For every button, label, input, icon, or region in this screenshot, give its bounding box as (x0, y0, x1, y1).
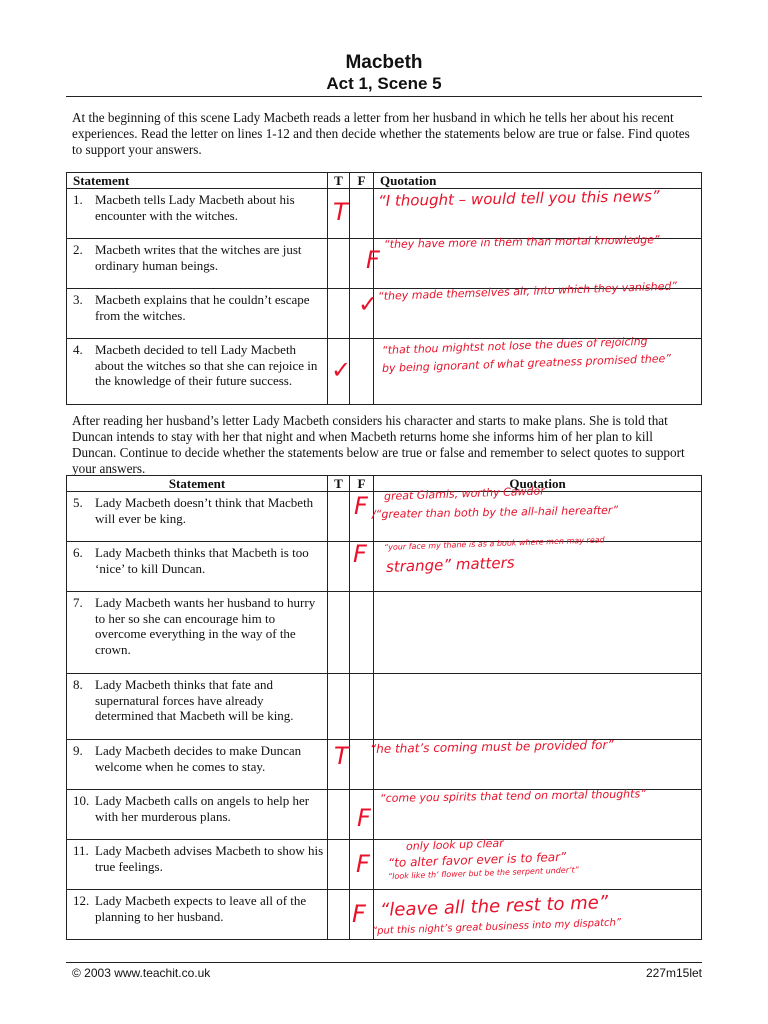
statement-text: Lady Macbeth expects to leave all of the planning to her husband. (95, 893, 307, 924)
true-cell[interactable] (328, 592, 350, 674)
handwritten-quote: great Glamis, worthy Cawdor (383, 484, 545, 503)
header-true: T (328, 476, 350, 492)
statement-number: 2. (73, 242, 83, 257)
handwritten-quote: “I thought – would tell you this news” (377, 187, 660, 210)
statement-number: 9. (73, 743, 83, 758)
handwritten-mark: F (357, 804, 371, 832)
handwritten-quote: “they have more in them than mortal knowledge” (383, 233, 660, 251)
header-true: T (328, 173, 350, 189)
handwritten-quote: “your face my thane is as a book where men may read (383, 535, 605, 552)
true-cell[interactable] (328, 289, 350, 339)
handwritten-quote: “to alter favor ever is to fear” (387, 849, 567, 870)
handwritten-mark: ✓ (358, 290, 379, 318)
table-row (67, 592, 702, 674)
table-row (67, 840, 702, 890)
false-cell[interactable] (350, 592, 374, 674)
quotation-cell[interactable] (374, 674, 702, 740)
handwritten-mark: T (333, 198, 348, 226)
statement-text: Macbeth writes that the witches are just ordinary human beings. (95, 242, 302, 273)
true-cell[interactable] (328, 492, 350, 542)
header-statement: Statement (67, 476, 328, 492)
footer-rule (66, 962, 702, 963)
page-title: Macbeth (345, 52, 423, 73)
handwritten-mark: F (356, 850, 370, 878)
false-cell[interactable] (350, 674, 374, 740)
statement-number: 8. (73, 677, 83, 692)
statement-number: 11. (73, 843, 89, 858)
true-cell[interactable] (328, 840, 350, 890)
true-cell[interactable] (328, 674, 350, 740)
header-quotation: Quotation (374, 476, 702, 492)
handwritten-quote: only look up clear (405, 836, 504, 853)
handwritten-quote: “they made themselves air, into which they vanished” (377, 279, 678, 303)
statement-text: Lady Macbeth doesn’t think that Macbeth will ever be king. (95, 495, 314, 526)
header-quotation: Quotation (374, 173, 702, 189)
handwritten-quote: strange” matters (385, 553, 515, 576)
handwritten-mark: F (354, 492, 368, 520)
handwritten-quote: “he that’s coming must be provided for” (369, 737, 614, 756)
handwritten-quote: “come you spirits that tend on mortal thoughts” (379, 787, 646, 805)
false-cell[interactable] (350, 189, 374, 239)
intro-paragraph-2: After reading her husband’s letter Lady Macbeth considers his character and starts to make plans. She is told that Duncan intends to stay with her that night and when Macbeth returns home she informs him of her plan to kill Duncan. Continue to decide whether the statements below are true or false and remember to select quotes to support your answers. (72, 413, 685, 476)
handwritten-mark: F (353, 540, 367, 568)
statement-text: Lady Macbeth thinks that Macbeth is too ‘nice’ to kill Duncan. (95, 545, 309, 576)
statement-number: 4. (73, 342, 83, 357)
handwritten-mark: F (366, 246, 380, 274)
footer-copyright: © 2003 www.teachit.co.uk (72, 966, 211, 980)
table-row (67, 674, 702, 740)
header-statement: Statement (67, 173, 328, 189)
statement-number: 10. (73, 793, 90, 808)
statement-number: 12. (73, 893, 90, 908)
intro-paragraph-1: At the beginning of this scene Lady Macbeth reads a letter from her husband in which he tells her about his recent experiences. Read the letter on lines 1-12 and then decide whether the statements below are true or false. Find quotes to support your answers. (72, 110, 690, 157)
quotation-cell[interactable] (374, 592, 702, 674)
header-false: F (350, 476, 374, 492)
statement-number: 6. (73, 545, 83, 560)
true-cell[interactable] (328, 790, 350, 840)
true-cell[interactable] (328, 890, 350, 940)
statement-text: Macbeth explains that he couldn’t escape from the witches. (95, 292, 310, 323)
handwritten-quote: “look like th’ flower but be the serpent under’t” (387, 865, 579, 881)
false-cell[interactable] (350, 339, 374, 405)
statement-number: 3. (73, 292, 83, 307)
statement-text: Lady Macbeth wants her husband to hurry to her so she can encourage him to overcome everything in the way of the crown. (95, 595, 316, 657)
title-rule (66, 96, 702, 97)
handwritten-quote: by being ignorant of what greatness promised thee” (381, 351, 672, 375)
handwritten-mark: T (334, 742, 349, 770)
statement-text: Lady Macbeth calls on angels to help her with her murderous plans. (95, 793, 310, 824)
handwritten-mark: ✓ (331, 356, 352, 384)
statement-text: Lady Macbeth decides to make Duncan welcome when he comes to stay. (95, 743, 302, 774)
true-cell[interactable] (328, 239, 350, 289)
statement-text: Lady Macbeth thinks that fate and supernatural forces have already determined that Macbeth will be king. (95, 677, 294, 723)
page-subtitle: Act 1, Scene 5 (326, 74, 442, 93)
statement-number: 1. (73, 192, 83, 207)
statement-text: Macbeth tells Lady Macbeth about his encounter with the witches. (95, 192, 295, 223)
statement-number: 5. (73, 495, 83, 510)
handwritten-quote: “that thou mightst not lose the dues of rejoicing (381, 334, 648, 357)
statement-text: Lady Macbeth advises Macbeth to show his true feelings. (95, 843, 324, 874)
handwritten-mark: F (352, 900, 366, 928)
table-header-row (67, 173, 702, 189)
handwritten-quote: /“greater than both by the all-hail hereafter” (371, 503, 619, 521)
header-false: F (350, 173, 374, 189)
true-cell[interactable] (328, 542, 350, 592)
statement-text: Macbeth decided to tell Lady Macbeth about the witches so that she can rejoice in the knowledge of their future success. (95, 342, 318, 388)
handwritten-quote: “put this night’s great business into my dispatch” (371, 917, 622, 937)
handwritten-quote: “leave all the rest to me” (379, 892, 609, 921)
footer-code: 227m15let (645, 966, 702, 980)
statement-number: 7. (73, 595, 83, 610)
